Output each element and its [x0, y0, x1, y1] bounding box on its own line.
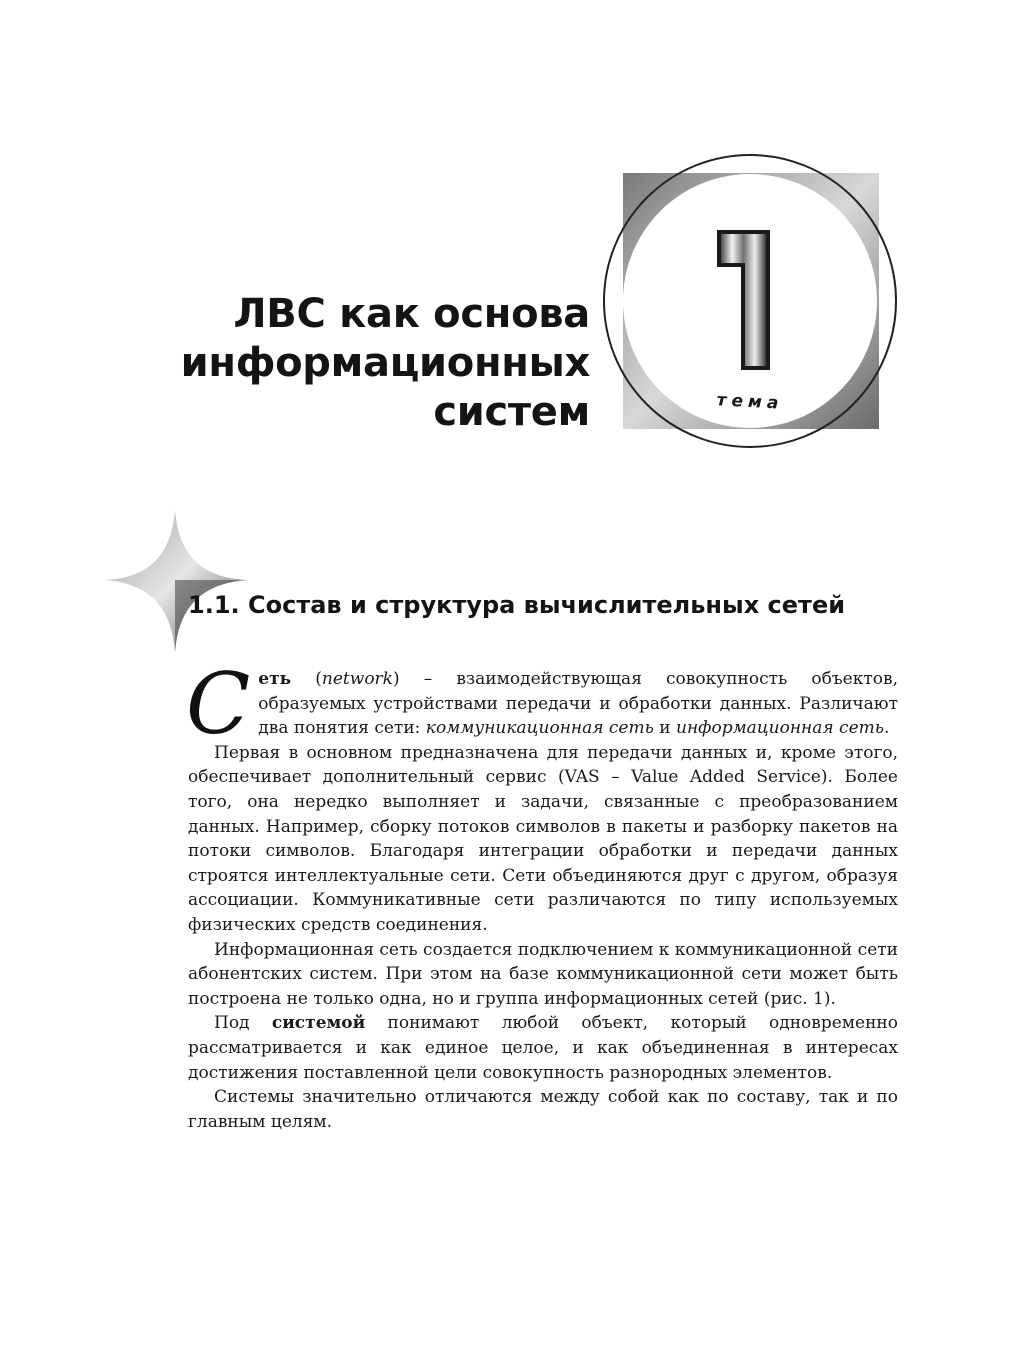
- chapter-title-line: ЛВС как основа: [233, 291, 590, 337]
- emphasis: коммуникационная сеть: [425, 718, 654, 739]
- term: системой: [271, 1013, 366, 1034]
- drop-cap: С: [186, 655, 251, 753]
- text-run: ) – взаимодействующая совокупность объектов, образуемых устройствами передачи и обработки данных. Различают два понятия сети:: [258, 669, 898, 739]
- paragraph: [188, 1011, 898, 1085]
- paragraph: Информационная сеть создается подключением к коммуникационной сети абонентских систем. При этом на базе коммуникационной сети может быть построена не только одна, но и группа информационных сетей (рис. 1).: [188, 939, 898, 1009]
- chapter-title: [150, 290, 590, 437]
- body-text: [186, 655, 898, 1134]
- chapter-title-line: систем: [433, 389, 590, 435]
- section-heading: 1.1. Состав и структура вычислительных сетей: [188, 591, 846, 619]
- section-star-icon: [100, 508, 250, 658]
- chapter-title-line: информационных: [180, 340, 590, 386]
- emphasis: информационная сеть: [676, 718, 885, 739]
- paragraph: [186, 655, 898, 753]
- text-run: понимают любой объект, который одновременно рассматривается и как единое целое, и как объединенная в интересах достижения поставленной цели совокупность разнородных элементов.: [188, 1013, 898, 1083]
- paragraph: Первая в основном предназначена для передачи данных и, кроме этого, обеспечивает дополнительный сервис (VAS – Value Added Service). Более того, она нередко выполняет и задачи, связанные с преобразованием данных. Например, сборку потоков символов в пакеты и разборку пакетов на потоки символов. Благодаря интеграции обработки и передачи данных строятся интеллектуальные сети. Сети объединяются друг с другом, образуя ассоциации. Коммуникативные сети различаются по типу используемых физических средств соединения.: [188, 742, 898, 935]
- chapter-label: тема: [716, 390, 784, 414]
- english-term: network: [321, 669, 393, 689]
- paragraph: Системы значительно отличаются между собой как по составу, так и по главным целям.: [188, 1087, 898, 1132]
- term: еть: [258, 669, 292, 689]
- text-run: и: [653, 718, 677, 739]
- text-run: (: [291, 669, 322, 689]
- text-run: Под: [214, 1013, 272, 1034]
- text-run: .: [884, 718, 890, 739]
